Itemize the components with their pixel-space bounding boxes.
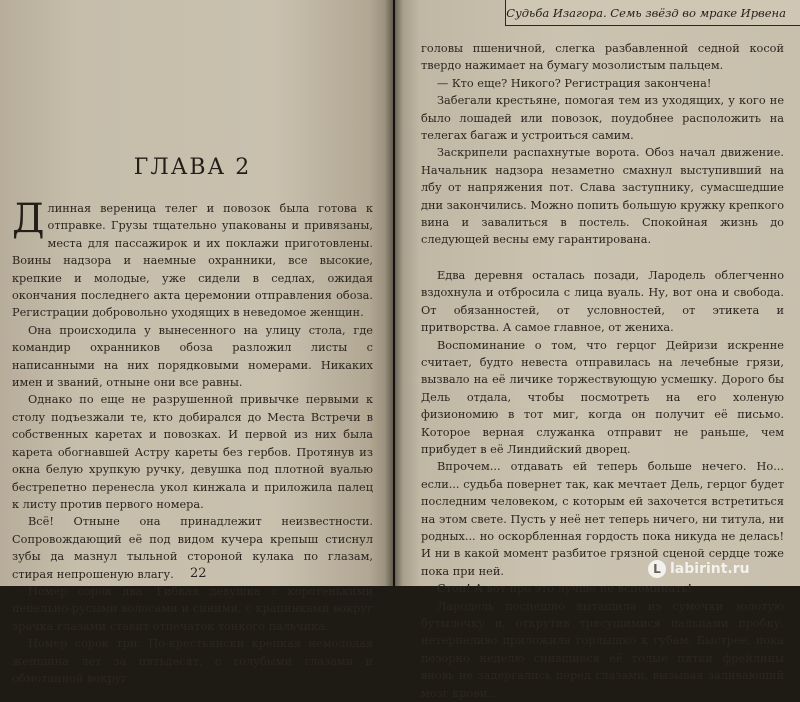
paragraph: Всё! Отныне она принадлежит неизвестности. Сопровождающий её под видом кучера крепыш стиснул зубы да мазнул тыльной стороной кулака по глазам, стирая непрошеную влагу. [12, 515, 373, 581]
paragraph: Длинная вереница телег и повозок была готова к отправке. Грузы тщательно упакованы и привязаны, места для пассажирок и их поклажи приготовлены. Воины надзора и наемные охранники, все высокие, крепкие и молодые, уже сидели в седлах, ожидая окончания последнего акта церемонии отправления обоза. Регистрации добровольно уходящих в неведомое женщин. [12, 196, 373, 320]
paragraph: Однако по еще не разрушенной привычке первыми к столу подъезжали те, кто добирался до Места Встречи в собственных каретах и повозках. И первой из них была карета обогнавшей Астру кареты без гербов. Протянув из окна белую хрупкую ручку, девушка под плотной вуалью бестрепетно перенесла укол кинжала и приложила палец к листу против первого номера. [12, 393, 373, 511]
paragraph: Номер сорок два. Гибкая девушка с коротенькими пепельно-русыми волосами и синими, с крапинками вокруг зрачка глазами ставит отпечаток тонкого пальчика. [12, 584, 373, 633]
left-page [0, 0, 393, 685]
paragraph: головы пшеничной, слегка разбавленной седной косой твердо нажимает на бумагу мозолистым пальцем. [421, 42, 784, 73]
paragraph: Лародель поспешно вытащила из сумочки золотую бутылочку и, открутив трясущимися пальцами пробку, нетерпеливо приложила горлышко к губам. Быстрее, пока позорно неделю снившиеся её голые пятки фрейлины вновь не задергались перед глазами, вызывая заливающий мозг крови... [421, 599, 784, 700]
section-break [421, 249, 784, 267]
running-header: Судьба Изагора. Семь звёзд во мраке Ирвена [505, 0, 800, 26]
watermark [648, 558, 798, 580]
right-page [395, 0, 800, 700]
paragraph: Забегали крестьяне, помогая тем из уходящих, у кого не было лошадей или повозок, поудобнее расположить на телегах багаж и устроиться самим. [421, 94, 784, 143]
paragraph: Номер сорок три. По-крестьянски крепкая немолодая женщина лет за пятьдесят, с голубыми глазами и обмотанной вокруг [12, 637, 373, 685]
page-number: 22 [190, 566, 207, 581]
paragraph: Воспоминание о том, что герцог Дейризи искренне считает, будто невеста отправилась на лечебные грязи, вызвало на её личике торжествующую усмешку. Дорого бы Дель отдала, чтобы посмотреть на его холеную физиономию в тот миг, когда он получит её письмо. Которое верная служанка отправит не раньше, чем прибудет в её Линдийский дворец. [421, 338, 784, 456]
chapter-title: ГЛАВА 2 [133, 155, 252, 180]
book-gutter [385, 0, 403, 586]
paragraph: Стоп! А вот про это лучше не вспоминать! [437, 582, 693, 596]
watermark-logo-icon: L [648, 560, 666, 578]
right-page-text [421, 40, 784, 702]
paragraph: Впрочем... отдавать ей теперь больше нечего. Но... если... судьба повернет так, как мечтает Дель, герцог будет последним человеком, с которым ей захочется встретиться на этом свете. Пусть у неё нет теперь ничего, ни титула, ни родных... но оскорбленная гордость пока никуда не делась! И ни в какой момент разбитое грязной сценой сердце тоже пока при ней. [421, 460, 784, 578]
paragraph: — Кто еще? Никого? Регистрация закончена! [437, 76, 712, 90]
watermark-text: labirint.ru [670, 561, 750, 577]
paragraph: Она происходила у вынесенного на улицу стола, где командир охранников обоза разложил листы с написанными на них порядковыми номерами. Никаких имен и званий, отныне они все равны. [12, 323, 373, 390]
drop-cap: Д [12, 196, 45, 242]
paragraph: Заскрипели распахнутые ворота. Обоз начал движение. Начальник надзора незаметно смахнул выступивший на лбу от напряжения пот. Слава заступнику, сумасшедшие дни закончились. Можно попить большую кружку крепкого вина и завалиться в постель. Спокойная жизнь до следующей весны ему гарантирована. [421, 146, 784, 247]
left-page-text [12, 196, 373, 687]
paragraph: Едва деревня осталась позади, Лародель облегченно вздохнула и отбросила с лица вуаль. Ну, вот она и свобода. От обязанностей, от условностей, от этикета и притворства. А самое главное, от жениха. [421, 268, 784, 335]
